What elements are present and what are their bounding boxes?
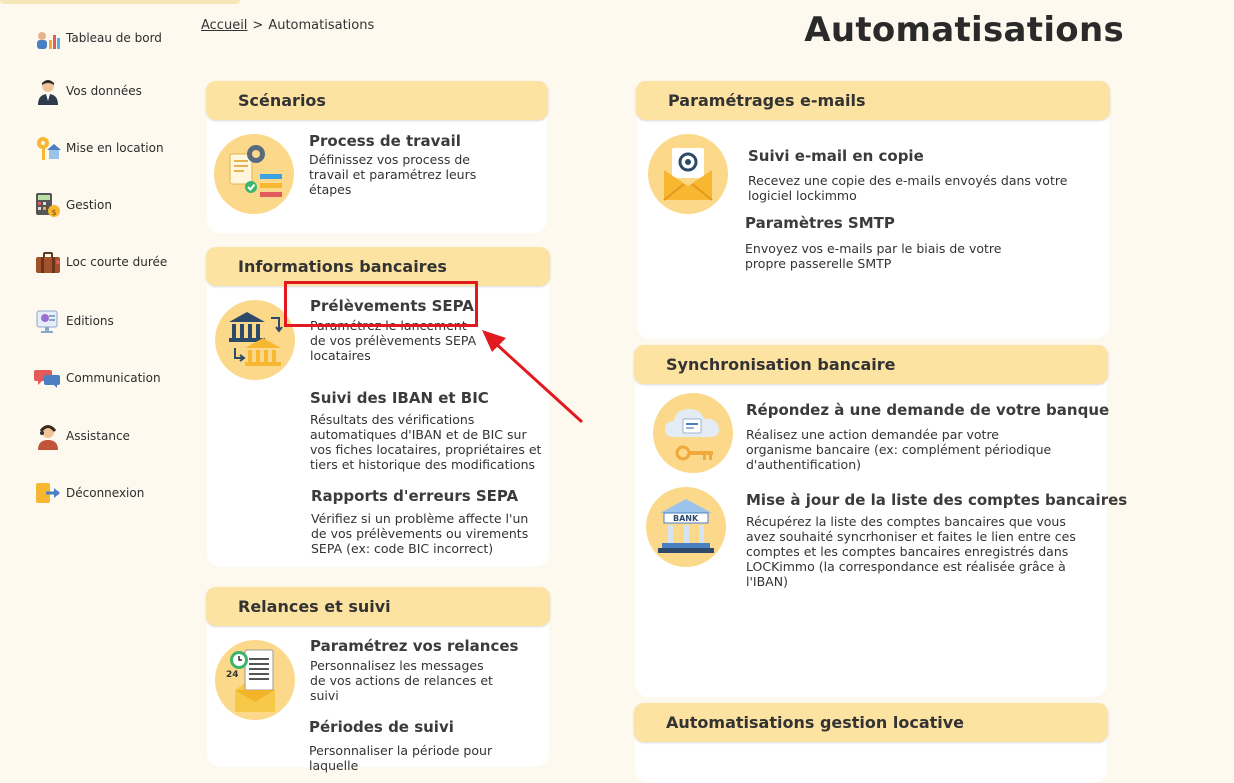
item-desc-sepa-errors: Vérifiez si un problème affecte l'un de vos prélèvements ou virements SEPA (ex: code BIC incorrect) [311,511,529,556]
document-edit-icon [34,307,62,335]
item-title-smtp[interactable]: Paramètres SMTP [745,214,895,232]
item-desc-reminders: Personnalisez les messages de vos actions de relances et suivi [310,658,493,703]
item-desc-account-list: Récupérez la liste des comptes bancaires que vous avez souhaité syncrhoniser et faites le lien entre ces comptes et les comptes bancaires enregistrés dans LOCKimmo (la correspondance est réalisée grâce à l'IBAN) [746,514,1076,589]
card-title: Relances et suivi [238,597,391,616]
workflow-process-icon[interactable] [214,134,294,214]
card-title: Informations bancaires [238,257,447,276]
sidebar-item-communication[interactable] [34,364,161,392]
card-title: Scénarios [238,91,326,110]
sidebar-item-short-rental[interactable] [34,248,167,276]
item-desc-smtp: Envoyez vos e-mails par le biais de votre propre passerelle SMTP [745,241,1002,271]
suitcase-icon [34,248,62,276]
item-title-process[interactable]: Process de travail [309,132,461,150]
sidebar-item-label: Gestion [66,198,112,212]
card-header [634,345,1108,384]
svg-text:$: $ [51,208,57,217]
item-desc-periods: Personnaliser la période pour laquelle [309,743,493,773]
sidebar-item-label: Déconnexion [66,486,145,500]
card-email-settings [637,81,1109,339]
card-header [634,703,1108,742]
item-desc-sepa: Paramétrez le lancement de vos prélèvements SEPA locataires [310,318,477,363]
breadcrumb-home-link[interactable]: Accueil [201,18,248,33]
card-title: Paramétrages e-mails [668,91,866,110]
item-title-periods[interactable]: Périodes de suivi [309,718,454,736]
sidebar-item-rental[interactable] [34,134,164,162]
item-title-sepa[interactable]: Prélèvements SEPA [310,297,474,315]
item-desc-iban-bic: Résultats des vérifications automatiques d'IBAN et de BIC sur vos fiches locataires, propriétaires et tiers et historique des modifications [310,412,542,472]
sidebar-item-assistance[interactable] [34,422,130,450]
support-agent-icon [34,422,62,450]
card-header [206,81,548,120]
card-reminders [207,587,549,773]
calculator-money-icon [34,191,62,219]
sidebar-item-logout[interactable] [34,479,144,507]
item-title-sepa-errors[interactable]: Rapports d'erreurs SEPA [311,487,519,505]
sidebar-item-label: Mise en location [66,141,164,155]
user-avatar-icon [34,77,62,105]
sidebar-item-label: Loc courte durée [66,255,168,269]
item-desc-email-copy: Recevez une copie des e-mails envoyés dans votre logiciel lockimmo [748,173,1068,203]
sidebar-item-management[interactable] [34,191,112,219]
reminder-clock-icon[interactable] [215,640,295,720]
page-title: Automatisations [804,10,1124,50]
bank-transfer-icon[interactable] [215,300,295,380]
item-title-account-list[interactable]: Mise à jour de la liste des comptes bancaires [746,491,1128,509]
sidebar-item-label: Assistance [66,429,130,443]
bank-icon-label: BANK [673,514,699,523]
breadcrumb-separator: > [252,18,264,33]
card-bank-sync [635,345,1128,697]
bank-building-icon[interactable] [646,487,726,567]
item-title-bank-request[interactable]: Répondez à une demande de votre banque [746,401,1110,419]
sidebar-item-your-data[interactable] [34,77,142,105]
breadcrumb-current: Automatisations [268,18,375,33]
email-envelope-icon[interactable] [648,134,728,214]
cloud-key-icon[interactable] [653,393,733,473]
breadcrumb [201,18,374,33]
card-rental-automation [635,703,1107,783]
card-title: Synchronisation bancaire [666,355,896,374]
house-key-icon [34,134,62,162]
item-desc-process: Définissez vos process de travail et paramétrez leurs étapes [309,152,477,197]
sidebar-item-label: Editions [66,314,114,328]
card-bank-info [207,247,549,567]
icon-label-24h: 24 [226,670,239,680]
dashboard-chart-icon [34,24,62,52]
sidebar-item-label: Vos données [66,84,142,98]
item-desc-bank-request: Réalisez une action demandée par votre organisme bancaire (ex: complément périodique d'authentification) [746,427,1052,472]
chat-bubbles-icon [34,364,62,392]
card-header [206,587,550,626]
card-header [636,81,1110,120]
sidebar-item-label: Communication [66,371,161,385]
card-header [206,247,550,286]
sidebar [0,0,180,753]
sidebar-item-editions[interactable] [34,307,114,335]
card-title: Automatisations gestion locative [666,713,965,732]
sidebar-item-dashboard[interactable] [34,24,162,52]
logout-icon [34,479,62,507]
item-title-reminders[interactable]: Paramétrez vos relances [310,637,519,655]
item-title-iban-bic[interactable]: Suivi des IBAN et BIC [310,389,489,407]
item-title-email-copy[interactable]: Suivi e-mail en copie [748,147,924,165]
sidebar-item-label: Tableau de bord [66,31,162,45]
card-scenarios [207,81,547,233]
